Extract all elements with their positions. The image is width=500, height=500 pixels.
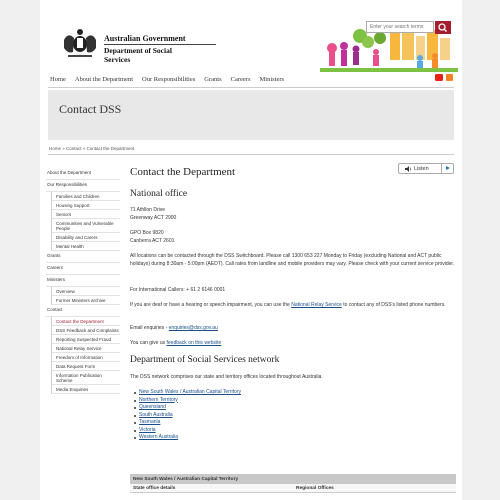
network-link[interactable]: Western Australia [134,434,241,442]
network-link[interactable]: New South Wales / Australian Capital Territory [134,389,241,397]
listen-button[interactable] [398,163,454,174]
table-header-row [130,484,456,493]
network-link[interactable]: Northern Territory [134,397,241,405]
sidebar-item[interactable]: Contact the Department [51,317,120,326]
sidebar-item[interactable]: Grants [46,251,120,263]
relay-link[interactable]: National Relay Service [291,302,342,308]
sidebar-item[interactable]: Careers [46,263,120,275]
sidebar-item[interactable]: Seniors [51,210,120,219]
network-list [134,389,241,442]
sidebar-item[interactable]: Disability and Carers [51,233,120,242]
nav-item-careers[interactable]: Careers [230,76,251,83]
network-link[interactable]: Tasmania [134,419,241,427]
nav-item-grants[interactable]: Grants [204,76,222,83]
main-nav [48,72,454,88]
coat-of-arms-icon [60,26,100,62]
national-office-heading: National office [130,189,188,199]
rss-icon[interactable] [446,74,453,81]
nav-item-home[interactable]: Home [50,76,66,83]
main-title: Contact the Department [130,166,236,178]
nav-item-responsibilities[interactable]: Our Responsibilities [142,76,196,83]
sidebar-item[interactable]: Ministers [46,275,120,287]
sidebar-item[interactable]: Families and Children [51,192,120,201]
search-input[interactable] [366,21,434,33]
search-icon [435,21,451,34]
email-text [130,325,456,333]
sidebar-item[interactable]: National Relay Service [51,344,120,353]
network-link[interactable]: Queensland [134,404,241,412]
sidebar-item[interactable]: Mental Health [51,242,120,251]
nav-item-about[interactable]: About the Department [74,76,134,83]
sidebar-nav [46,168,120,394]
sidebar-item[interactable]: Freedom of Information [51,353,120,362]
sidebar-item[interactable]: Information Publication Scheme [51,371,120,385]
column-header: Regional Offices [296,485,334,491]
international-text: For International Callers: + 61 2 6146 0001 [130,287,226,293]
sidebar-item[interactable]: Overview [51,287,120,296]
sidebar-item[interactable]: About the Department [46,168,120,180]
network-link[interactable]: Victoria [134,427,241,435]
youtube-icon[interactable] [435,74,443,81]
relay-pre: If you are deaf or have a hearing or speech impairment, you can use the [130,302,292,308]
network-intro: The DSS network comprises our state and territory offices located throughout Australia. [130,374,323,380]
address-line-2: Greenway ACT 2900 [130,214,177,221]
play-icon[interactable] [441,164,453,173]
search-button[interactable] [435,21,451,34]
nav-item-ministers[interactable]: Ministers [259,76,285,83]
sidebar-item[interactable]: Housing Support [51,201,120,210]
site-header [40,0,462,70]
sidebar-item[interactable]: DSS Feedback and Complaints [51,326,120,335]
title-band [48,90,454,140]
speaker-icon [404,165,412,173]
feedback-link[interactable]: feedback on this website [166,340,222,346]
street-address [130,207,456,222]
sidebar-item[interactable]: Our Responsibilities [46,180,120,192]
postal-line-1: GPO Box 9820 [130,230,164,236]
search-box [366,21,452,33]
breadcrumb[interactable]: Home » Contact » Contact the Department [48,145,454,155]
feedback-pre: You can give us [130,340,167,346]
nav-items [50,76,284,83]
listen-label: Listen [414,165,429,172]
sidebar-item[interactable]: Former Ministers archive [51,296,120,305]
feedback-text [130,340,456,348]
relay-post: to contact any of DSS's listed phone numbers. [341,302,446,308]
page-title: Contact DSS [59,102,122,116]
logo-divider [104,44,216,45]
email-pre: Email enquiries - [130,325,169,331]
sidebar-item[interactable]: Media Enquiries [51,385,120,394]
postal-line-2: Canberra ACT 2601 [130,237,175,244]
gov-name: Australian Government [104,34,186,43]
sidebar-item[interactable]: Reporting Suspected Fraud [51,335,120,344]
gov-logo[interactable] [60,26,200,62]
dept-name: Department of Social Services [104,46,172,64]
switchboard-text: All locations can be contacted through the DSS Switchboard. Please call 1300 653 227 Monday to Friday (excluding National and ACT public holidays) during 8:30am - 5:00pm (AEDT). Call rates from landline and mobile providers may vary. Please check with your current service provider. [130,253,455,267]
page [40,0,462,500]
sidebar-item[interactable]: Communities and Vulnerable People [51,219,120,233]
sidebar-item[interactable]: Data Request Form [51,362,120,371]
column-header: State office details [133,485,176,491]
network-link[interactable]: South Australia [134,412,241,420]
sidebar-item[interactable]: Contact [46,305,120,317]
table-heading: New South Wales / Australian Capital Territory [130,474,456,484]
office-table [130,474,456,493]
relay-text [130,302,456,310]
network-heading: Department of Social Services network [130,355,280,365]
address-line-1: 71 Athllon Drive [130,207,166,213]
email-link[interactable]: enquiries@dss.gov.au [168,325,218,331]
postal-address [130,230,456,245]
